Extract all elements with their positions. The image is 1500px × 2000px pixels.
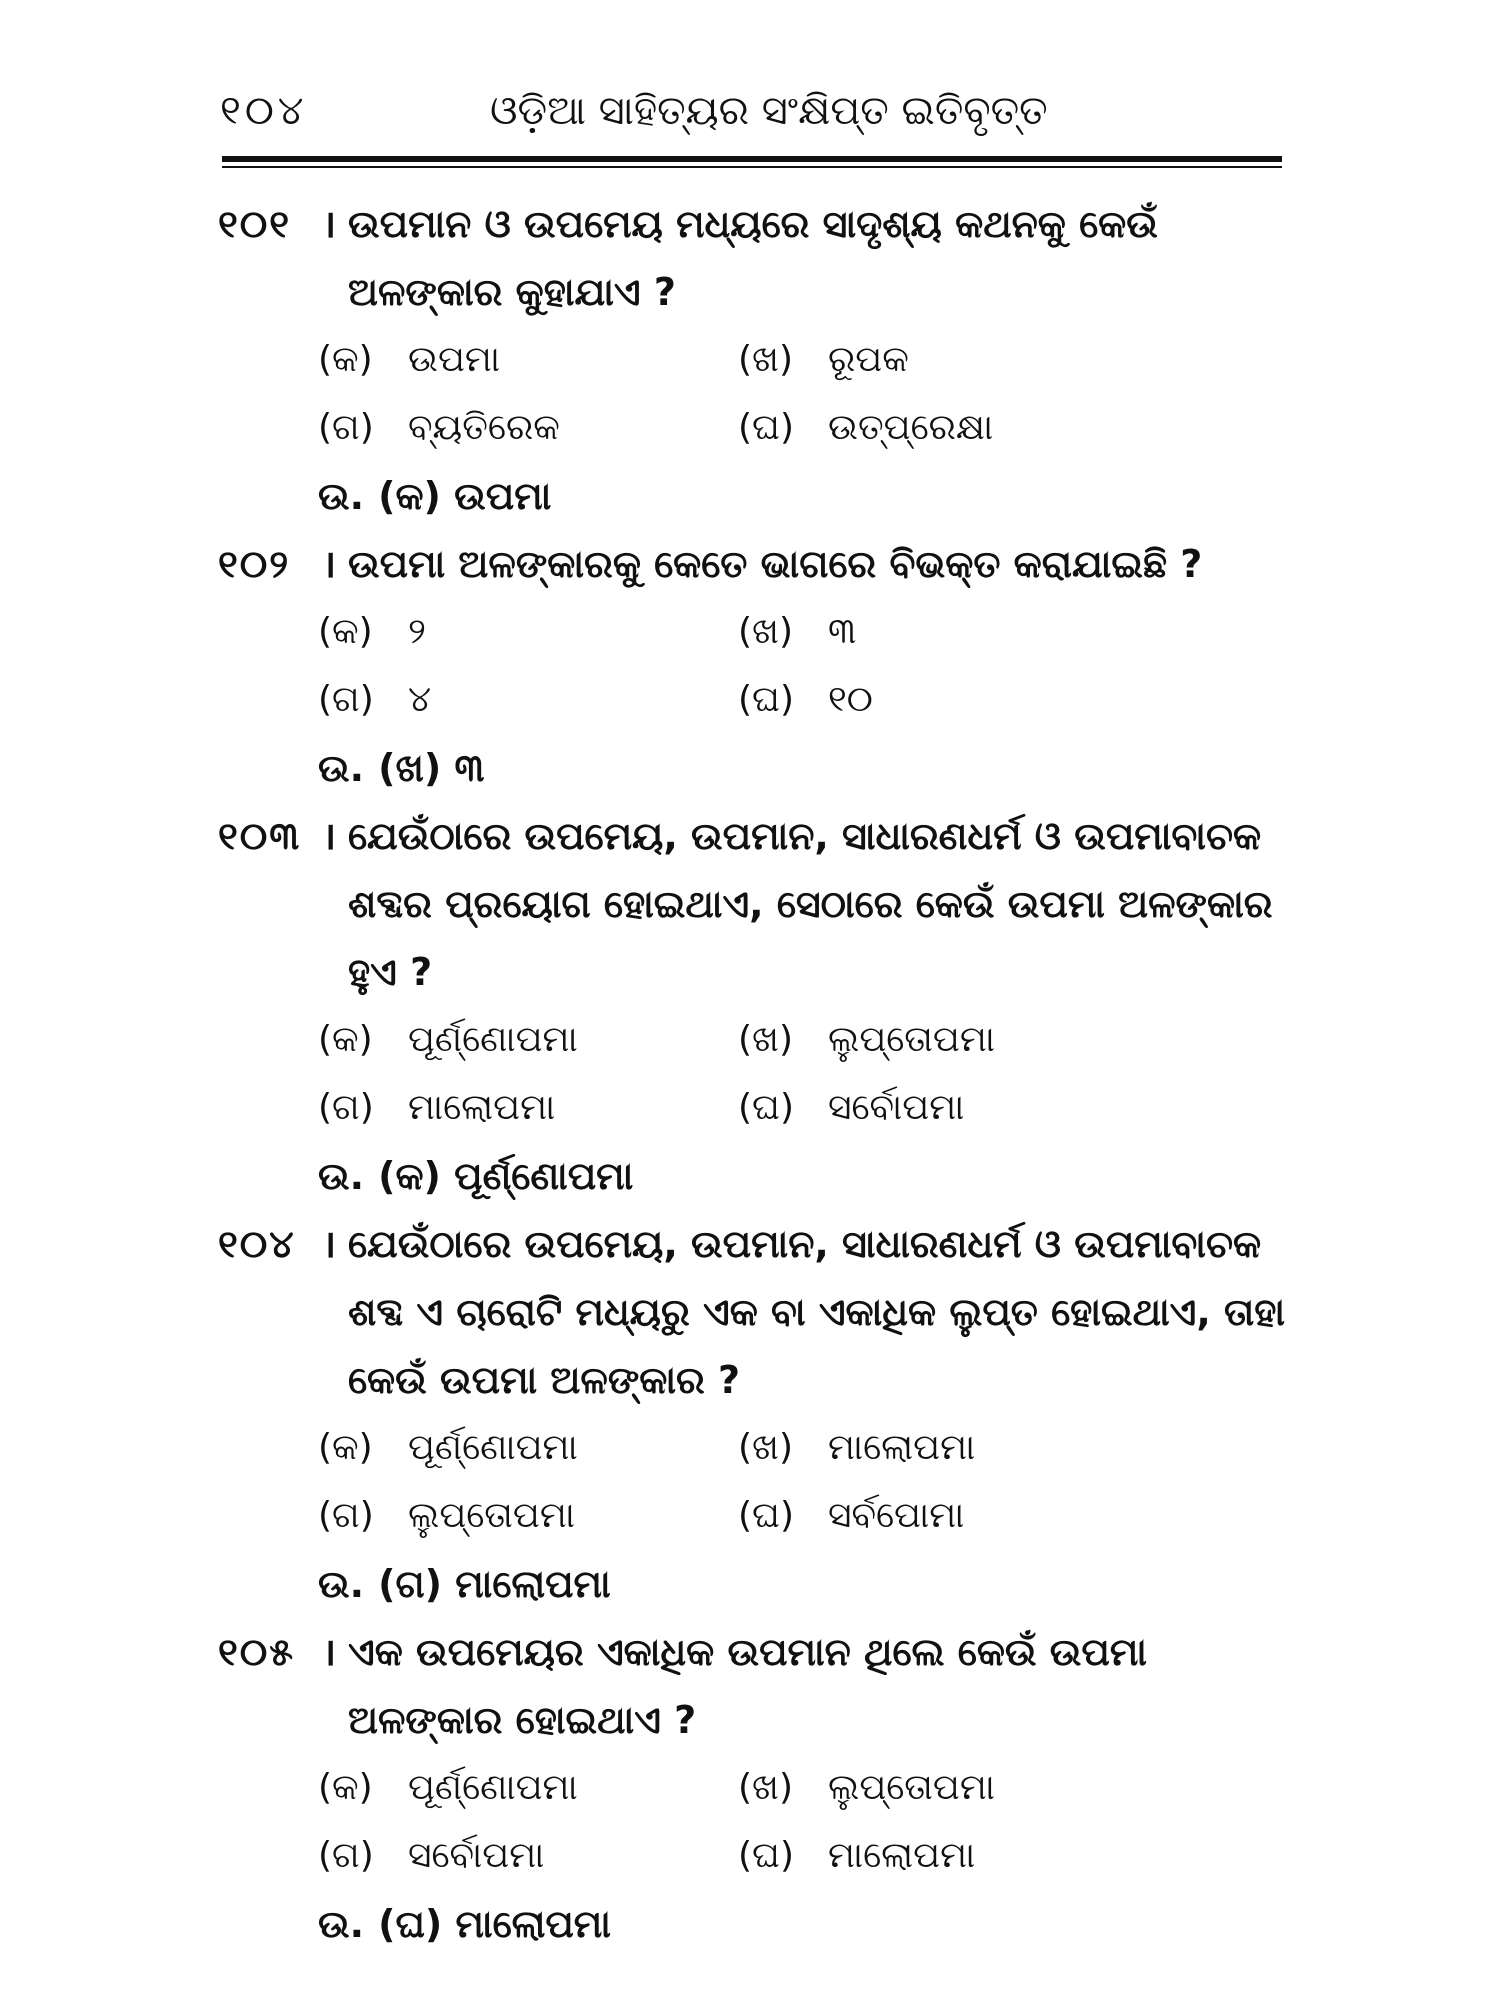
question-line: [218, 530, 1288, 598]
answer-text: (କ) ଉପମା: [378, 474, 552, 518]
question-item: [218, 1210, 1288, 1618]
option: [318, 1822, 738, 1890]
question-line: [218, 1210, 1288, 1414]
answer-prefix: ଉ.: [318, 1902, 365, 1946]
option: [318, 1754, 738, 1822]
question-item: [218, 190, 1288, 530]
option-label: (ଖ): [738, 611, 794, 652]
question-number: ୧୦୧: [218, 202, 292, 246]
option: [738, 1414, 1158, 1482]
option-label: (ଗ): [318, 1835, 374, 1876]
question-separator: ।: [321, 1630, 337, 1674]
option-label: (କ): [318, 1767, 373, 1808]
option-label: (ଗ): [318, 1087, 374, 1128]
option: [318, 666, 738, 734]
question-list: [218, 190, 1288, 1958]
option: [318, 1414, 738, 1482]
option-label: (କ): [318, 339, 373, 380]
options-grid: [318, 1006, 1288, 1142]
option-label: (ଖ): [738, 1019, 794, 1060]
option: [318, 1482, 738, 1550]
option: [318, 1006, 738, 1074]
option-text: ଲୁପ୍ତୋପମା: [828, 1019, 995, 1060]
option-text: ସର୍ବପୋମା: [828, 1495, 965, 1536]
option: [738, 1006, 1158, 1074]
option-label: (ଖ): [738, 1427, 794, 1468]
option-text: ଲୁପ୍ତୋପମା: [408, 1495, 575, 1536]
question-number: ୧୦୩: [218, 814, 302, 858]
option-label: (ଘ): [738, 679, 794, 720]
option-text: ସର୍ବୋପମା: [408, 1835, 545, 1876]
option: [738, 326, 1158, 394]
option-text: ପୂର୍ଣ୍ଣୋପମା: [408, 1427, 578, 1468]
question-text: ଏକ ଉପମେୟର ଏକାଧିକ ଉପମାନ ଥିଲେ କେଉଁ ଉପମା ଅଳଙ୍କାର ହୋଇଥାଏ ?: [348, 1630, 1147, 1742]
option-label: (ଘ): [738, 1835, 794, 1876]
answer-line: [318, 462, 1288, 530]
option-text: ମାଲୋପମା: [828, 1835, 976, 1876]
answer-prefix: ଉ.: [318, 474, 365, 518]
question-line: [218, 802, 1288, 1006]
answer-line: [318, 1890, 1288, 1958]
page-header: [220, 88, 1280, 148]
option-text: ୧୦: [828, 679, 873, 720]
option-label: (କ): [318, 1019, 373, 1060]
question-number: ୧୦୪: [218, 1222, 296, 1266]
option-label: (ଘ): [738, 1495, 794, 1536]
option-label: (ଖ): [738, 339, 794, 380]
question-text: ଉପମାନ ଓ ଉପମେୟ ମଧ୍ୟରେ ସାଦୃଶ୍ୟ କଥନକୁ କେଉଁ ଅଳଙ୍କାର କୁହାଯାଏ ?: [348, 202, 1158, 314]
option: [318, 326, 738, 394]
answer-line: [318, 1550, 1288, 1618]
question-text: ଯେଉଁଠାରେ ଉପମେୟ, ଉପମାନ, ସାଧାରଣଧର୍ମ ଓ ଉପମାବାଚକ ଶବ୍ଦର ପ୍ରୟୋଗ ହୋଇଥାଏ, ସେଠାରେ କେଉଁ ଉପମା ଅଳଙ୍କାର ହୁଏ ?: [348, 814, 1273, 994]
option-label: (ଘ): [738, 407, 794, 448]
option-text: ୩: [828, 611, 857, 652]
option-text: ମାଲୋପମା: [408, 1087, 556, 1128]
option-text: ୪: [408, 679, 432, 720]
running-title: ଓଡ଼ିଆ ସାହିତ୍ୟର ସଂକ୍ଷିପ୍ତ ଇତିବୃତ୍ତ: [490, 88, 1048, 134]
option-text: ରୂପକ: [828, 339, 909, 380]
option-label: (ଗ): [318, 1495, 374, 1536]
options-grid: [318, 326, 1288, 462]
question-line: [218, 1618, 1288, 1754]
question-separator: ।: [321, 1222, 337, 1266]
answer-prefix: ଉ.: [318, 746, 365, 790]
answer-text: (ଗ) ମାଲୋପମା: [378, 1562, 611, 1606]
option: [318, 394, 738, 462]
option-text: ଉପମା: [408, 339, 501, 380]
option: [318, 1074, 738, 1142]
question-separator: ।: [321, 542, 337, 586]
option-label: (ଘ): [738, 1087, 794, 1128]
answer-text: (ଘ) ମାଲୋପମା: [378, 1902, 611, 1946]
page-number: ୧୦୪: [220, 88, 308, 134]
option-text: ସର୍ବୋପମା: [828, 1087, 965, 1128]
option-label: (କ): [318, 611, 373, 652]
options-grid: [318, 1414, 1288, 1550]
option-text: ଲୁପ୍ତୋପମା: [828, 1767, 995, 1808]
question-number: ୧୦୨: [218, 542, 291, 586]
question-separator: ।: [321, 814, 337, 858]
question-line: [218, 190, 1288, 326]
header-rule-thin: [222, 166, 1282, 168]
option-label: (ଖ): [738, 1767, 794, 1808]
answer-prefix: ଉ.: [318, 1562, 365, 1606]
option: [738, 1754, 1158, 1822]
options-grid: [318, 1754, 1288, 1890]
option: [738, 1074, 1158, 1142]
option-text: ମାଲୋପମା: [828, 1427, 976, 1468]
option-text: ପୂର୍ଣ୍ଣୋପମା: [408, 1767, 578, 1808]
question-item: [218, 802, 1288, 1210]
question-text: ଉପମା ଅଳଙ୍କାରକୁ କେତେ ଭାଗରେ ବିଭକ୍ତ କରାଯାଇଛି ?: [348, 542, 1203, 586]
answer-line: [318, 734, 1288, 802]
option-text: ବ୍ୟତିରେକ: [408, 407, 560, 448]
option: [738, 394, 1158, 462]
answer-line: [318, 1142, 1288, 1210]
question-separator: ।: [321, 202, 337, 246]
option-text: ୨: [408, 611, 426, 652]
answer-text: (ଖ) ୩: [378, 746, 485, 790]
options-grid: [318, 598, 1288, 734]
question-item: [218, 1618, 1288, 1958]
question-item: [218, 530, 1288, 802]
question-text: ଯେଉଁଠାରେ ଉପମେୟ, ଉପମାନ, ସାଧାରଣଧର୍ମ ଓ ଉପମାବାଚକ ଶବ୍ଦ ଏ ଚାରୋଟି ମଧ୍ୟରୁ ଏକ ବା ଏକାଧିକ ଲୁପ୍ତ ହୋଇଥାଏ, ତାହା କେଉଁ ଉପମା ଅଳଙ୍କାର ?: [348, 1222, 1286, 1402]
answer-text: (କ) ପୂର୍ଣ୍ଣୋପମା: [378, 1154, 634, 1198]
option: [738, 1822, 1158, 1890]
option: [738, 1482, 1158, 1550]
option: [738, 666, 1158, 734]
header-rule-thick: [222, 156, 1282, 162]
option-text: ପୂର୍ଣ୍ଣୋପମା: [408, 1019, 578, 1060]
answer-prefix: ଉ.: [318, 1154, 365, 1198]
option-label: (କ): [318, 1427, 373, 1468]
option: [738, 598, 1158, 666]
option-label: (ଗ): [318, 679, 374, 720]
option-text: ଉତ୍‌ପ୍ରେକ୍ଷା: [828, 407, 994, 448]
question-number: ୧୦୫: [218, 1630, 296, 1674]
option: [318, 598, 738, 666]
option-label: (ଗ): [318, 407, 374, 448]
